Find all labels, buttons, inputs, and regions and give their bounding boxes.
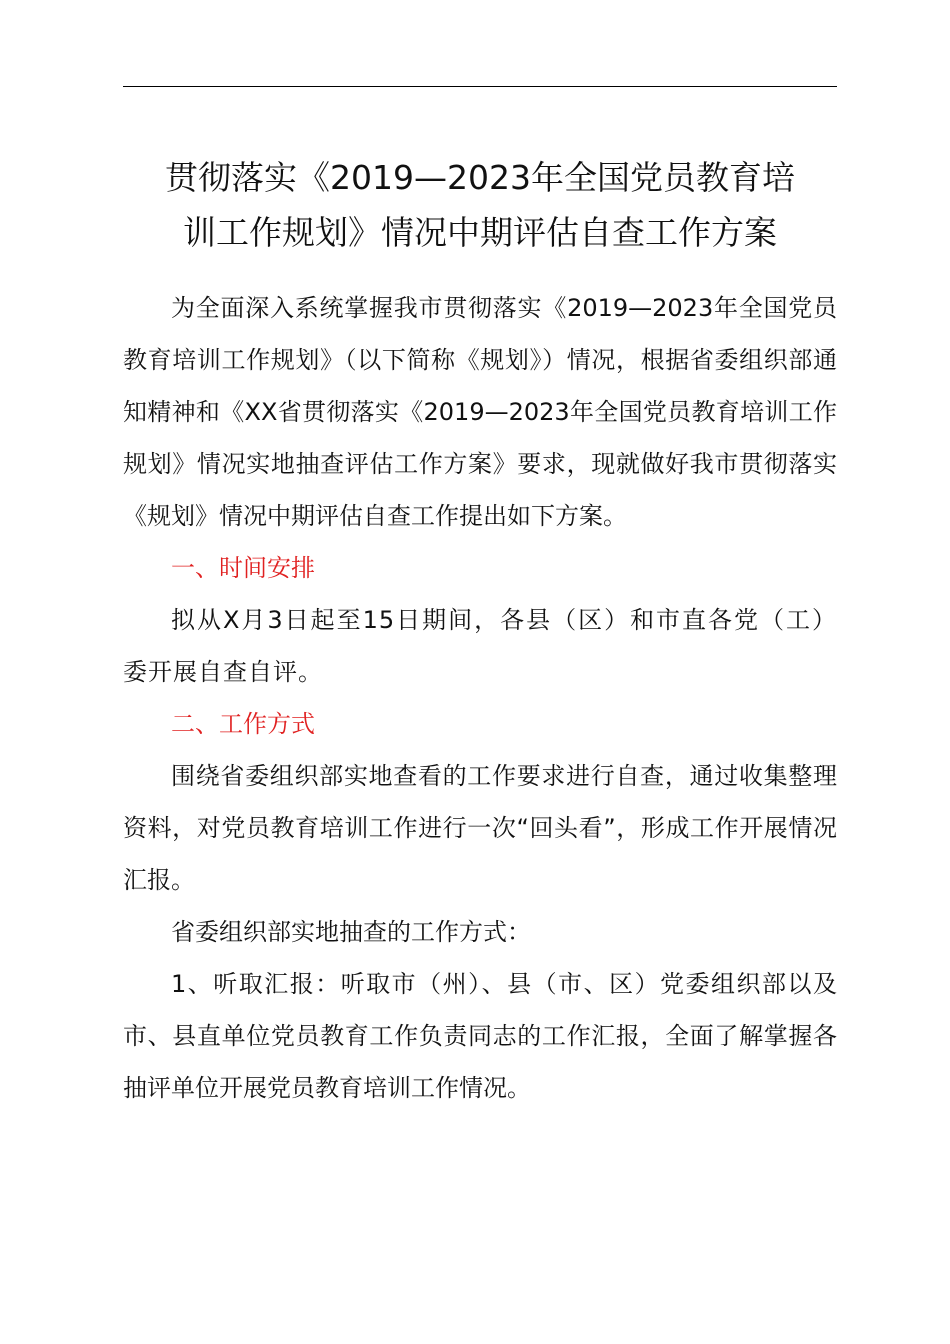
header-rule [123, 86, 837, 87]
document-title [100, 150, 860, 260]
title-line-2: 训工作规划》情况中期评估自查工作方案 [183, 213, 777, 252]
section-time-paragraph: 拟从X月3日起至15日期间，各县（区）和市直各党（工）委开展自查自评。 [123, 606, 837, 686]
methods-intro-paragraph: 省委组织部实地抽查的工作方式： [171, 918, 531, 946]
section-method-paragraph: 围绕省委组织部实地查看的工作要求进行自查，通过收集整理资料，对党员教育培训工作进行一次“回头看”，形成工作开展情况汇报。 [123, 762, 837, 894]
section-heading-method: 二、工作方式 [171, 710, 315, 738]
intro-paragraph: 为全面深入系统掌握我市贯彻落实《2019—2023年全国党员教育培训工作规划》（以下简称《规划》）情况，根据省委组织部通知精神和《XX省贯彻落实《2019—2023年全国党员教育培训工作规划》情况实地抽查评估工作方案》要求，现就做好我市贯彻落实《规划》情况中期评估自查工作提出如下方案。 [123, 294, 837, 530]
method-item-1: 1、听取汇报：听取市（州）、县（市、区）党委组织部以及市、县直单位党员教育工作负责同志的工作汇报，全面了解掌握各抽评单位开展党员教育培训工作情况。 [123, 970, 837, 1102]
section-heading-time: 一、时间安排 [171, 554, 315, 582]
document-body [123, 282, 837, 1114]
title-line-1: 贯彻落实《2019—2023年全国党员教育培 [165, 158, 795, 197]
